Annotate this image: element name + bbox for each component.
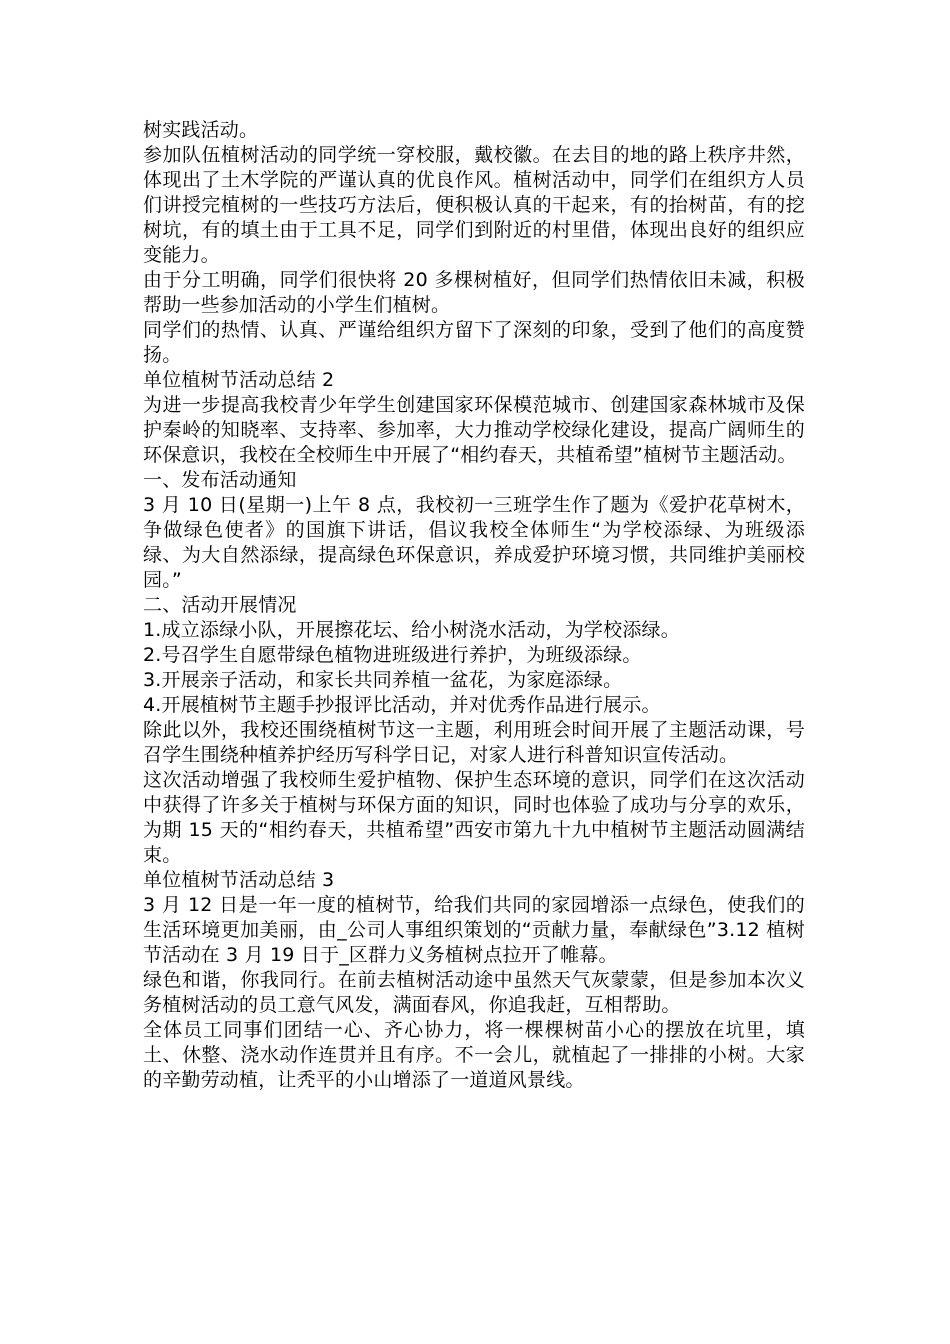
- paragraph-summary-2-intro: 为进一步提高我校青少年学生创建国家环保模范城市、创建国家森林城市及保护秦岭的知晓率、支持率、参加率，大力推动学校绿化建设，提高广阔师生的环保意识，我校在全校师生中开展了“相约春天，共植希望”植树节主题活动。: [143, 394, 805, 466]
- list-item-2: 2.号召学生自愿带绿色植物进班级进行养护，为班级添绿。: [143, 644, 642, 666]
- paragraph-extra-activities: 除此以外，我校还围绕植树节这一主题，利用班会时间开展了主题活动课，号召学生围绕种植养护经历写科学日记，对家人进行科普知识宣传活动。: [143, 719, 805, 766]
- list-item-1: 1.成立添绿小队，开展擦花坛、给小树浇水活动，为学校添绿。: [143, 619, 680, 641]
- subheading-notice: 一、发布活动通知: [143, 469, 297, 491]
- paragraph-division-of-work: 由于分工明确，同学们很快将 20 多棵树植好，但同学们热情依旧未减，积极帮助一些参加活动的小学生们植树。: [143, 269, 805, 316]
- paragraph-conclusion-2: 这次活动增强了我校师生爱护植物、保护生态环境的意识，同学们在这次活动中获得了许多关于植树与环保方面的知识，同时也体验了成功与分享的欢乐，为期 15 天的“相约春天，共植希望”西安市第九十九中植树节主题活动圆满结束。: [143, 769, 805, 866]
- paragraph-summary-3-intro: 3 月 12 日是一年一度的植树节，给我们共同的家园增添一点绿色，使我们的生活环境更加美丽，由_公司人事组织策划的“贡献力量，奉献绿色”3.12 植树节活动在 3 月 19 日于_区群力义务植树点拉开了帷幕。: [143, 894, 805, 966]
- paragraph-continuation: 树实践活动。: [143, 119, 259, 141]
- section-heading-summary-3: 单位植树节活动总结 3: [143, 869, 335, 891]
- subheading-activities: 二、活动开展情况: [143, 594, 297, 616]
- document-body: [143, 118, 805, 1093]
- list-item-3: 3.开展亲子活动，和家长共同养植一盆花，为家庭添绿。: [143, 669, 623, 691]
- list-item-4: 4.开展植树节主题手抄报评比活动，并对优秀作品进行展示。: [143, 694, 661, 716]
- paragraph-flag-speech: 3 月 10 日(星期一)上午 8 点，我校初一三班学生作了题为《爱护花草树木，争做绿色使者》的国旗下讲话，倡议我校全体师生“为学校添绿、为班级添绿、为大自然添绿，提高绿色环保意识，养成爱护环境习惯，共同维护美丽校园。”: [143, 494, 805, 591]
- section-heading-summary-2: 单位植树节活动总结 2: [143, 369, 335, 391]
- paragraph-green-harmony: 绿色和谐，你我同行。在前去植树活动途中虽然天气灰蒙蒙，但是参加本次义务植树活动的员工意气风发，满面春风，你追我赶，互相帮助。: [143, 969, 805, 1016]
- paragraph-teamwork: 全体员工同事们团结一心、齐心协力，将一棵棵树苗小心的摆放在坑里，填土、休整、浇水动作连贯并且有序。不一会儿，就植起了一排排的小树。大家的辛勤劳动植，让秃平的小山增添了一道道风景线。: [143, 1019, 805, 1091]
- paragraph-team-uniform: 参加队伍植树活动的同学统一穿校服，戴校徽。在去目的地的路上秩序井然，体现出了土木学院的严谨认真的优良作风。植树活动中，同学们在组织方人员们讲授完植树的一些技巧方法后，便积极认真的干起来，有的抬树苗，有的挖树坑，有的填土由于工具不足，同学们到附近的村里借，体现出良好的组织应变能力。: [143, 144, 805, 266]
- paragraph-praise: 同学们的热情、认真、严谨给组织方留下了深刻的印象，受到了他们的高度赞扬。: [143, 319, 805, 366]
